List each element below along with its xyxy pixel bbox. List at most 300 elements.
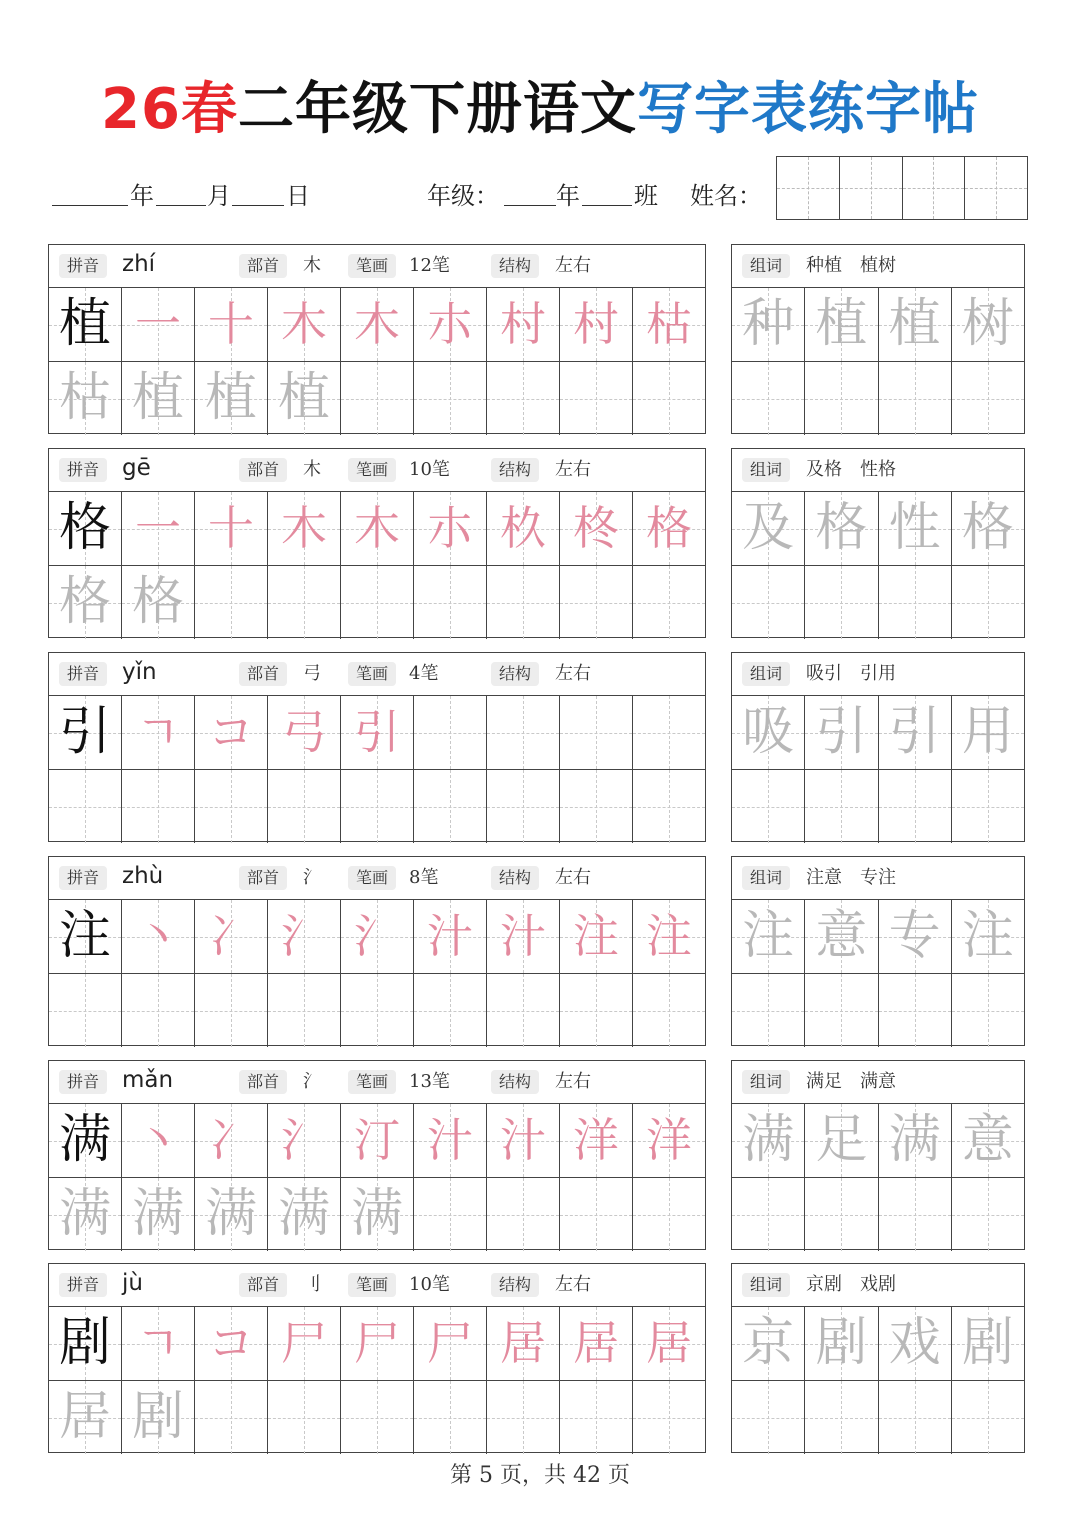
grid-cell[interactable] bbox=[414, 696, 487, 769]
grid-cell[interactable] bbox=[341, 1104, 414, 1177]
words-value: 及格 性格 bbox=[806, 459, 896, 480]
grid-cell[interactable] bbox=[952, 288, 1024, 361]
trace-char: 满 bbox=[131, 1184, 184, 1244]
grid-cell[interactable] bbox=[732, 288, 805, 361]
grid-cell[interactable] bbox=[195, 288, 268, 361]
grid-cell[interactable] bbox=[952, 696, 1024, 769]
structure-tag: 结构 bbox=[491, 866, 539, 890]
words-tag: 组词 bbox=[742, 1070, 790, 1094]
stroke-step: コ bbox=[208, 1316, 254, 1370]
words-value: 吸引 引用 bbox=[806, 663, 896, 684]
grid-cell[interactable] bbox=[49, 770, 122, 843]
strokes-tag: 笔画 bbox=[348, 458, 396, 482]
stroke-step: 木 bbox=[354, 501, 400, 555]
grid-cell[interactable] bbox=[414, 362, 487, 435]
char-practice-block bbox=[48, 1060, 706, 1250]
word-trace-char: 植 bbox=[815, 294, 868, 354]
word-trace-char: 引 bbox=[815, 702, 868, 762]
words-tag: 组词 bbox=[742, 1273, 790, 1297]
grid-cell[interactable] bbox=[268, 1178, 341, 1251]
radical-tag: 部首 bbox=[239, 254, 287, 278]
word-trace-row bbox=[732, 1307, 1024, 1380]
grid-cell[interactable] bbox=[268, 696, 341, 769]
grid-cell[interactable] bbox=[732, 492, 805, 565]
grid-cell[interactable] bbox=[49, 362, 122, 435]
grid-cell[interactable] bbox=[805, 288, 878, 361]
stroke-step: 格 bbox=[646, 501, 692, 555]
grid-cell[interactable] bbox=[195, 900, 268, 973]
grid-cell[interactable] bbox=[414, 1178, 487, 1251]
stroke-order-row bbox=[49, 1307, 705, 1380]
year-label: 年 bbox=[130, 182, 154, 210]
char-info-bar bbox=[49, 857, 705, 900]
words-tag: 组词 bbox=[742, 254, 790, 278]
grid-cell[interactable] bbox=[487, 492, 560, 565]
grid-cell[interactable] bbox=[122, 492, 195, 565]
grid-cell[interactable] bbox=[341, 492, 414, 565]
grid-cell[interactable] bbox=[633, 900, 705, 973]
grid-cell[interactable] bbox=[49, 1381, 122, 1454]
grid-cell[interactable] bbox=[487, 1178, 560, 1251]
word-blank-row bbox=[732, 769, 1024, 843]
strokes-tag: 笔画 bbox=[348, 254, 396, 278]
word-blank-row bbox=[732, 973, 1024, 1047]
grid-cell[interactable] bbox=[487, 1381, 560, 1454]
radical-tag: 部首 bbox=[239, 458, 287, 482]
grid-cell[interactable] bbox=[633, 566, 705, 639]
grid-cell[interactable] bbox=[633, 770, 705, 843]
grid-cell[interactable] bbox=[487, 974, 560, 1047]
grid-cell[interactable] bbox=[560, 1178, 633, 1251]
word-trace-char: 及 bbox=[742, 498, 795, 558]
structure-value: 左右 bbox=[555, 459, 591, 480]
grid-cell[interactable] bbox=[805, 566, 878, 639]
stroke-step: 汁 bbox=[500, 1113, 546, 1167]
grid-cell[interactable] bbox=[122, 1381, 195, 1454]
stroke-step: 注 bbox=[646, 909, 692, 963]
grid-cell[interactable] bbox=[487, 900, 560, 973]
word-trace-char: 剧 bbox=[961, 1313, 1014, 1373]
name-label: 姓名： bbox=[690, 182, 762, 210]
stroke-step: 木 bbox=[281, 297, 327, 351]
grid-cell[interactable] bbox=[633, 1178, 705, 1251]
grid-cell[interactable] bbox=[732, 566, 805, 639]
stroke-step: 一 bbox=[135, 297, 181, 351]
word-info-bar bbox=[732, 1061, 1024, 1104]
grid-cell[interactable] bbox=[414, 288, 487, 361]
stroke-step: 尸 bbox=[354, 1316, 400, 1370]
pinyin-tag: 拼音 bbox=[59, 458, 107, 482]
stroke-step: 居 bbox=[500, 1316, 546, 1370]
grid-cell[interactable] bbox=[879, 492, 952, 565]
grid-cell[interactable] bbox=[805, 1104, 878, 1177]
stroke-step: 冫 bbox=[208, 909, 254, 963]
stroke-step: 洋 bbox=[646, 1113, 692, 1167]
pinyin-tag: 拼音 bbox=[59, 662, 107, 686]
grid-cell bbox=[49, 1104, 122, 1177]
grid-cell[interactable] bbox=[633, 1381, 705, 1454]
stroke-step: 杦 bbox=[500, 501, 546, 555]
model-char: 注 bbox=[58, 906, 111, 966]
stroke-step: 木 bbox=[281, 501, 327, 555]
words-value: 注意 专注 bbox=[806, 867, 896, 888]
grid-cell[interactable] bbox=[879, 362, 952, 435]
stroke-step: 村 bbox=[573, 297, 619, 351]
stroke-step: 十 bbox=[208, 501, 254, 555]
grid-cell[interactable] bbox=[268, 900, 341, 973]
grid-cell[interactable] bbox=[560, 770, 633, 843]
radical-value: 氵 bbox=[303, 1071, 321, 1092]
word-trace-char: 植 bbox=[888, 294, 941, 354]
grid-cell[interactable] bbox=[805, 696, 878, 769]
word-practice-block bbox=[731, 856, 1025, 1046]
grid-cell[interactable] bbox=[879, 900, 952, 973]
grid-cell[interactable] bbox=[952, 1381, 1024, 1454]
word-trace-char: 格 bbox=[961, 498, 1014, 558]
grid-cell[interactable] bbox=[952, 362, 1024, 435]
word-trace-char: 意 bbox=[961, 1110, 1014, 1170]
grid-cell[interactable] bbox=[414, 974, 487, 1047]
trace-char: 植 bbox=[277, 368, 330, 428]
word-trace-char: 注 bbox=[961, 906, 1014, 966]
stroke-order-row bbox=[49, 492, 705, 565]
stroke-step: ㄱ bbox=[135, 705, 181, 759]
grid-cell[interactable] bbox=[560, 696, 633, 769]
stroke-step: コ bbox=[208, 705, 254, 759]
stroke-step: 尸 bbox=[281, 1316, 327, 1370]
grid-cell[interactable] bbox=[805, 770, 878, 843]
grid-cell[interactable] bbox=[268, 1307, 341, 1380]
radical-value: 弓 bbox=[303, 663, 321, 684]
grid-cell[interactable] bbox=[414, 900, 487, 973]
grid-cell[interactable] bbox=[805, 1307, 878, 1380]
grid-cell[interactable] bbox=[732, 974, 805, 1047]
grid-cell[interactable] bbox=[879, 1381, 952, 1454]
title-part-blue: 写字表练字帖 bbox=[636, 77, 979, 142]
word-trace-char: 格 bbox=[815, 498, 868, 558]
word-practice-block bbox=[731, 652, 1025, 842]
strokes-tag: 笔画 bbox=[348, 1273, 396, 1297]
grid-cell[interactable] bbox=[268, 1104, 341, 1177]
char-info-bar bbox=[49, 1264, 705, 1307]
grid-cell[interactable] bbox=[879, 974, 952, 1047]
words-value: 满足 满意 bbox=[806, 1071, 896, 1092]
grid-cell[interactable] bbox=[122, 974, 195, 1047]
word-trace-char: 戏 bbox=[888, 1313, 941, 1373]
char-practice-block bbox=[48, 856, 706, 1046]
grid-cell[interactable] bbox=[122, 1178, 195, 1251]
radical-tag: 部首 bbox=[239, 1273, 287, 1297]
grid-cell[interactable] bbox=[195, 1178, 268, 1251]
grid-cell[interactable] bbox=[122, 696, 195, 769]
stroke-step: 汁 bbox=[427, 1113, 473, 1167]
stroke-step: 氵 bbox=[281, 1113, 327, 1167]
grid-cell[interactable] bbox=[560, 1104, 633, 1177]
word-trace-char: 吸 bbox=[742, 702, 795, 762]
structure-value: 左右 bbox=[555, 1274, 591, 1295]
radical-value: 刂 bbox=[303, 1274, 321, 1295]
grid-cell[interactable] bbox=[341, 696, 414, 769]
words-tag: 组词 bbox=[742, 458, 790, 482]
words-tag: 组词 bbox=[742, 662, 790, 686]
char-practice-block bbox=[48, 652, 706, 842]
pinyin-value: zhí bbox=[122, 251, 156, 277]
tracing-row bbox=[49, 361, 705, 435]
grid-cell[interactable] bbox=[952, 492, 1024, 565]
grid-cell[interactable] bbox=[122, 1104, 195, 1177]
word-practice-block bbox=[731, 1060, 1025, 1250]
grid-cell[interactable] bbox=[633, 362, 705, 435]
grid-cell[interactable] bbox=[732, 362, 805, 435]
trace-char: 格 bbox=[131, 572, 184, 632]
grid-cell[interactable] bbox=[560, 1381, 633, 1454]
structure-value: 左右 bbox=[555, 1071, 591, 1092]
grid-cell[interactable] bbox=[879, 288, 952, 361]
grid-cell bbox=[49, 900, 122, 973]
grid-cell[interactable] bbox=[268, 566, 341, 639]
grid-cell[interactable] bbox=[487, 288, 560, 361]
grid-cell[interactable] bbox=[879, 696, 952, 769]
grid-cell[interactable] bbox=[633, 974, 705, 1047]
grid-cell[interactable] bbox=[952, 1178, 1024, 1251]
trace-char: 植 bbox=[204, 368, 257, 428]
grid-cell[interactable] bbox=[879, 1104, 952, 1177]
grid-cell[interactable] bbox=[341, 566, 414, 639]
word-trace-char: 剧 bbox=[815, 1313, 868, 1373]
word-info-bar bbox=[732, 449, 1024, 492]
grid-cell[interactable] bbox=[414, 492, 487, 565]
grid-cell[interactable] bbox=[195, 362, 268, 435]
word-practice-block bbox=[731, 244, 1025, 434]
pinyin-tag: 拼音 bbox=[59, 866, 107, 890]
structure-tag: 结构 bbox=[491, 1070, 539, 1094]
stroke-step: 居 bbox=[573, 1316, 619, 1370]
word-trace-char: 注 bbox=[742, 906, 795, 966]
strokes-value: 4笔 bbox=[409, 663, 439, 684]
grid-cell[interactable] bbox=[732, 900, 805, 973]
grid-cell[interactable] bbox=[268, 492, 341, 565]
word-info-bar bbox=[732, 245, 1024, 288]
grid-cell[interactable] bbox=[341, 770, 414, 843]
stroke-order-row bbox=[49, 696, 705, 769]
grid-cell[interactable] bbox=[122, 362, 195, 435]
grid-cell[interactable] bbox=[268, 288, 341, 361]
grid-cell[interactable] bbox=[195, 492, 268, 565]
stroke-order-row bbox=[49, 288, 705, 361]
grid-cell[interactable] bbox=[879, 1307, 952, 1380]
pinyin-value: gē bbox=[122, 455, 151, 481]
pinyin-tag: 拼音 bbox=[59, 254, 107, 278]
grid-cell[interactable] bbox=[414, 1104, 487, 1177]
grid-cell[interactable] bbox=[122, 288, 195, 361]
model-char: 格 bbox=[58, 498, 111, 558]
grid-cell[interactable] bbox=[952, 770, 1024, 843]
trace-char: 满 bbox=[350, 1184, 403, 1244]
grid-cell[interactable] bbox=[805, 492, 878, 565]
word-trace-char: 京 bbox=[742, 1313, 795, 1373]
grid-cell[interactable] bbox=[732, 1104, 805, 1177]
grid-cell[interactable] bbox=[341, 288, 414, 361]
grid-cell[interactable] bbox=[122, 900, 195, 973]
grid-cell bbox=[49, 1307, 122, 1380]
pinyin-tag: 拼音 bbox=[59, 1273, 107, 1297]
grid-cell[interactable] bbox=[268, 362, 341, 435]
grid-cell[interactable] bbox=[879, 566, 952, 639]
grid-cell[interactable] bbox=[633, 1104, 705, 1177]
name-writing-boxes[interactable] bbox=[776, 156, 1028, 220]
word-practice-block bbox=[731, 448, 1025, 638]
grade-year-label: 年 bbox=[556, 182, 580, 210]
word-trace-row bbox=[732, 696, 1024, 769]
grid-cell[interactable] bbox=[952, 900, 1024, 973]
word-blank-row bbox=[732, 1177, 1024, 1251]
stroke-step: 木 bbox=[354, 297, 400, 351]
word-info-bar bbox=[732, 653, 1024, 696]
grid-cell[interactable] bbox=[805, 900, 878, 973]
grid-cell[interactable] bbox=[341, 900, 414, 973]
strokes-value: 13笔 bbox=[409, 1071, 450, 1092]
grid-cell[interactable] bbox=[195, 1104, 268, 1177]
title-part-black: 二年级下册语文 bbox=[237, 77, 637, 142]
grid-cell[interactable] bbox=[952, 974, 1024, 1047]
word-trace-char: 足 bbox=[815, 1110, 868, 1170]
grid-cell[interactable] bbox=[49, 1178, 122, 1251]
grid-cell[interactable] bbox=[805, 1178, 878, 1251]
grid-cell[interactable] bbox=[560, 974, 633, 1047]
word-practice-block bbox=[731, 1263, 1025, 1453]
grid-cell[interactable] bbox=[805, 1381, 878, 1454]
grid-cell[interactable] bbox=[268, 770, 341, 843]
pinyin-value: mǎn bbox=[122, 1067, 174, 1093]
grid-cell[interactable] bbox=[805, 974, 878, 1047]
grid-cell[interactable] bbox=[879, 770, 952, 843]
trace-char: 植 bbox=[131, 368, 184, 428]
grid-cell[interactable] bbox=[732, 770, 805, 843]
grid-cell[interactable] bbox=[122, 1307, 195, 1380]
grid-cell[interactable] bbox=[122, 566, 195, 639]
stroke-step: 尸 bbox=[427, 1316, 473, 1370]
month-label: 月 bbox=[207, 182, 231, 210]
tracing-row bbox=[49, 769, 705, 843]
grid-cell[interactable] bbox=[268, 974, 341, 1047]
stroke-step: 丶 bbox=[135, 909, 181, 963]
grid-cell[interactable] bbox=[195, 1307, 268, 1380]
word-info-bar bbox=[732, 1264, 1024, 1307]
grid-cell[interactable] bbox=[633, 492, 705, 565]
grid-cell[interactable] bbox=[633, 696, 705, 769]
grid-cell[interactable] bbox=[633, 1307, 705, 1380]
strokes-tag: 笔画 bbox=[348, 866, 396, 890]
structure-value: 左右 bbox=[555, 255, 591, 276]
grid-cell[interactable] bbox=[195, 974, 268, 1047]
trace-char: 剧 bbox=[131, 1387, 184, 1447]
grid-cell[interactable] bbox=[732, 696, 805, 769]
word-trace-row bbox=[732, 288, 1024, 361]
grid-cell[interactable] bbox=[560, 566, 633, 639]
structure-tag: 结构 bbox=[491, 458, 539, 482]
grid-cell[interactable] bbox=[732, 1307, 805, 1380]
grid-cell[interactable] bbox=[487, 1307, 560, 1380]
grid-cell[interactable] bbox=[879, 1178, 952, 1251]
grid-cell[interactable] bbox=[487, 362, 560, 435]
grid-cell[interactable] bbox=[732, 1381, 805, 1454]
grid-cell[interactable] bbox=[414, 1381, 487, 1454]
grid-cell bbox=[49, 492, 122, 565]
model-char: 植 bbox=[58, 294, 111, 354]
grid-cell[interactable] bbox=[732, 1178, 805, 1251]
grid-cell[interactable] bbox=[560, 288, 633, 361]
stroke-step: 引 bbox=[354, 705, 400, 759]
grid-cell[interactable] bbox=[487, 770, 560, 843]
word-trace-row bbox=[732, 1104, 1024, 1177]
grid-cell bbox=[49, 288, 122, 361]
word-trace-char: 用 bbox=[961, 702, 1014, 762]
grid-cell[interactable] bbox=[341, 1307, 414, 1380]
grid-cell[interactable] bbox=[341, 974, 414, 1047]
grid-cell[interactable] bbox=[560, 362, 633, 435]
word-trace-char: 种 bbox=[742, 294, 795, 354]
trace-char: 枯 bbox=[58, 368, 111, 428]
grid-cell[interactable] bbox=[487, 1104, 560, 1177]
grid-cell[interactable] bbox=[122, 770, 195, 843]
stroke-step: 汁 bbox=[500, 909, 546, 963]
words-value: 京剧 戏剧 bbox=[806, 1274, 896, 1295]
grid-cell[interactable] bbox=[49, 974, 122, 1047]
grid-cell[interactable] bbox=[341, 1381, 414, 1454]
grid-cell[interactable] bbox=[414, 770, 487, 843]
radical-value: 氵 bbox=[303, 867, 321, 888]
strokes-tag: 笔画 bbox=[348, 662, 396, 686]
stroke-step: 注 bbox=[573, 909, 619, 963]
model-char: 剧 bbox=[58, 1313, 111, 1373]
strokes-value: 12笔 bbox=[409, 255, 450, 276]
word-blank-row bbox=[732, 1380, 1024, 1454]
structure-value: 左右 bbox=[555, 663, 591, 684]
grid-cell[interactable] bbox=[195, 566, 268, 639]
grid-cell[interactable] bbox=[414, 566, 487, 639]
grid-cell[interactable] bbox=[560, 492, 633, 565]
grid-cell[interactable] bbox=[633, 288, 705, 361]
word-trace-char: 树 bbox=[961, 294, 1014, 354]
trace-char: 居 bbox=[58, 1387, 111, 1447]
radical-tag: 部首 bbox=[239, 662, 287, 686]
pinyin-value: zhù bbox=[122, 863, 164, 889]
grid-cell[interactable] bbox=[560, 900, 633, 973]
stroke-step: 氵 bbox=[354, 909, 400, 963]
page-number: 第 5 页，共 42 页 bbox=[450, 1463, 630, 1488]
grid-cell[interactable] bbox=[341, 362, 414, 435]
grade-label: 年级： bbox=[427, 182, 499, 210]
grid-cell[interactable] bbox=[414, 1307, 487, 1380]
grid-cell[interactable] bbox=[268, 1381, 341, 1454]
grid-cell[interactable] bbox=[195, 770, 268, 843]
grid-cell[interactable] bbox=[952, 1104, 1024, 1177]
model-char: 满 bbox=[58, 1110, 111, 1170]
grid-cell[interactable] bbox=[805, 362, 878, 435]
grid-cell[interactable] bbox=[487, 566, 560, 639]
word-trace-char: 满 bbox=[742, 1110, 795, 1170]
trace-char: 格 bbox=[58, 572, 111, 632]
stroke-step: 一 bbox=[135, 501, 181, 555]
grid-cell[interactable] bbox=[952, 566, 1024, 639]
grid-cell[interactable] bbox=[195, 696, 268, 769]
grid-cell[interactable] bbox=[952, 1307, 1024, 1380]
grid-cell[interactable] bbox=[487, 696, 560, 769]
grid-cell[interactable] bbox=[195, 1381, 268, 1454]
grid-cell[interactable] bbox=[49, 566, 122, 639]
grid-cell[interactable] bbox=[341, 1178, 414, 1251]
grid-cell[interactable] bbox=[560, 1307, 633, 1380]
